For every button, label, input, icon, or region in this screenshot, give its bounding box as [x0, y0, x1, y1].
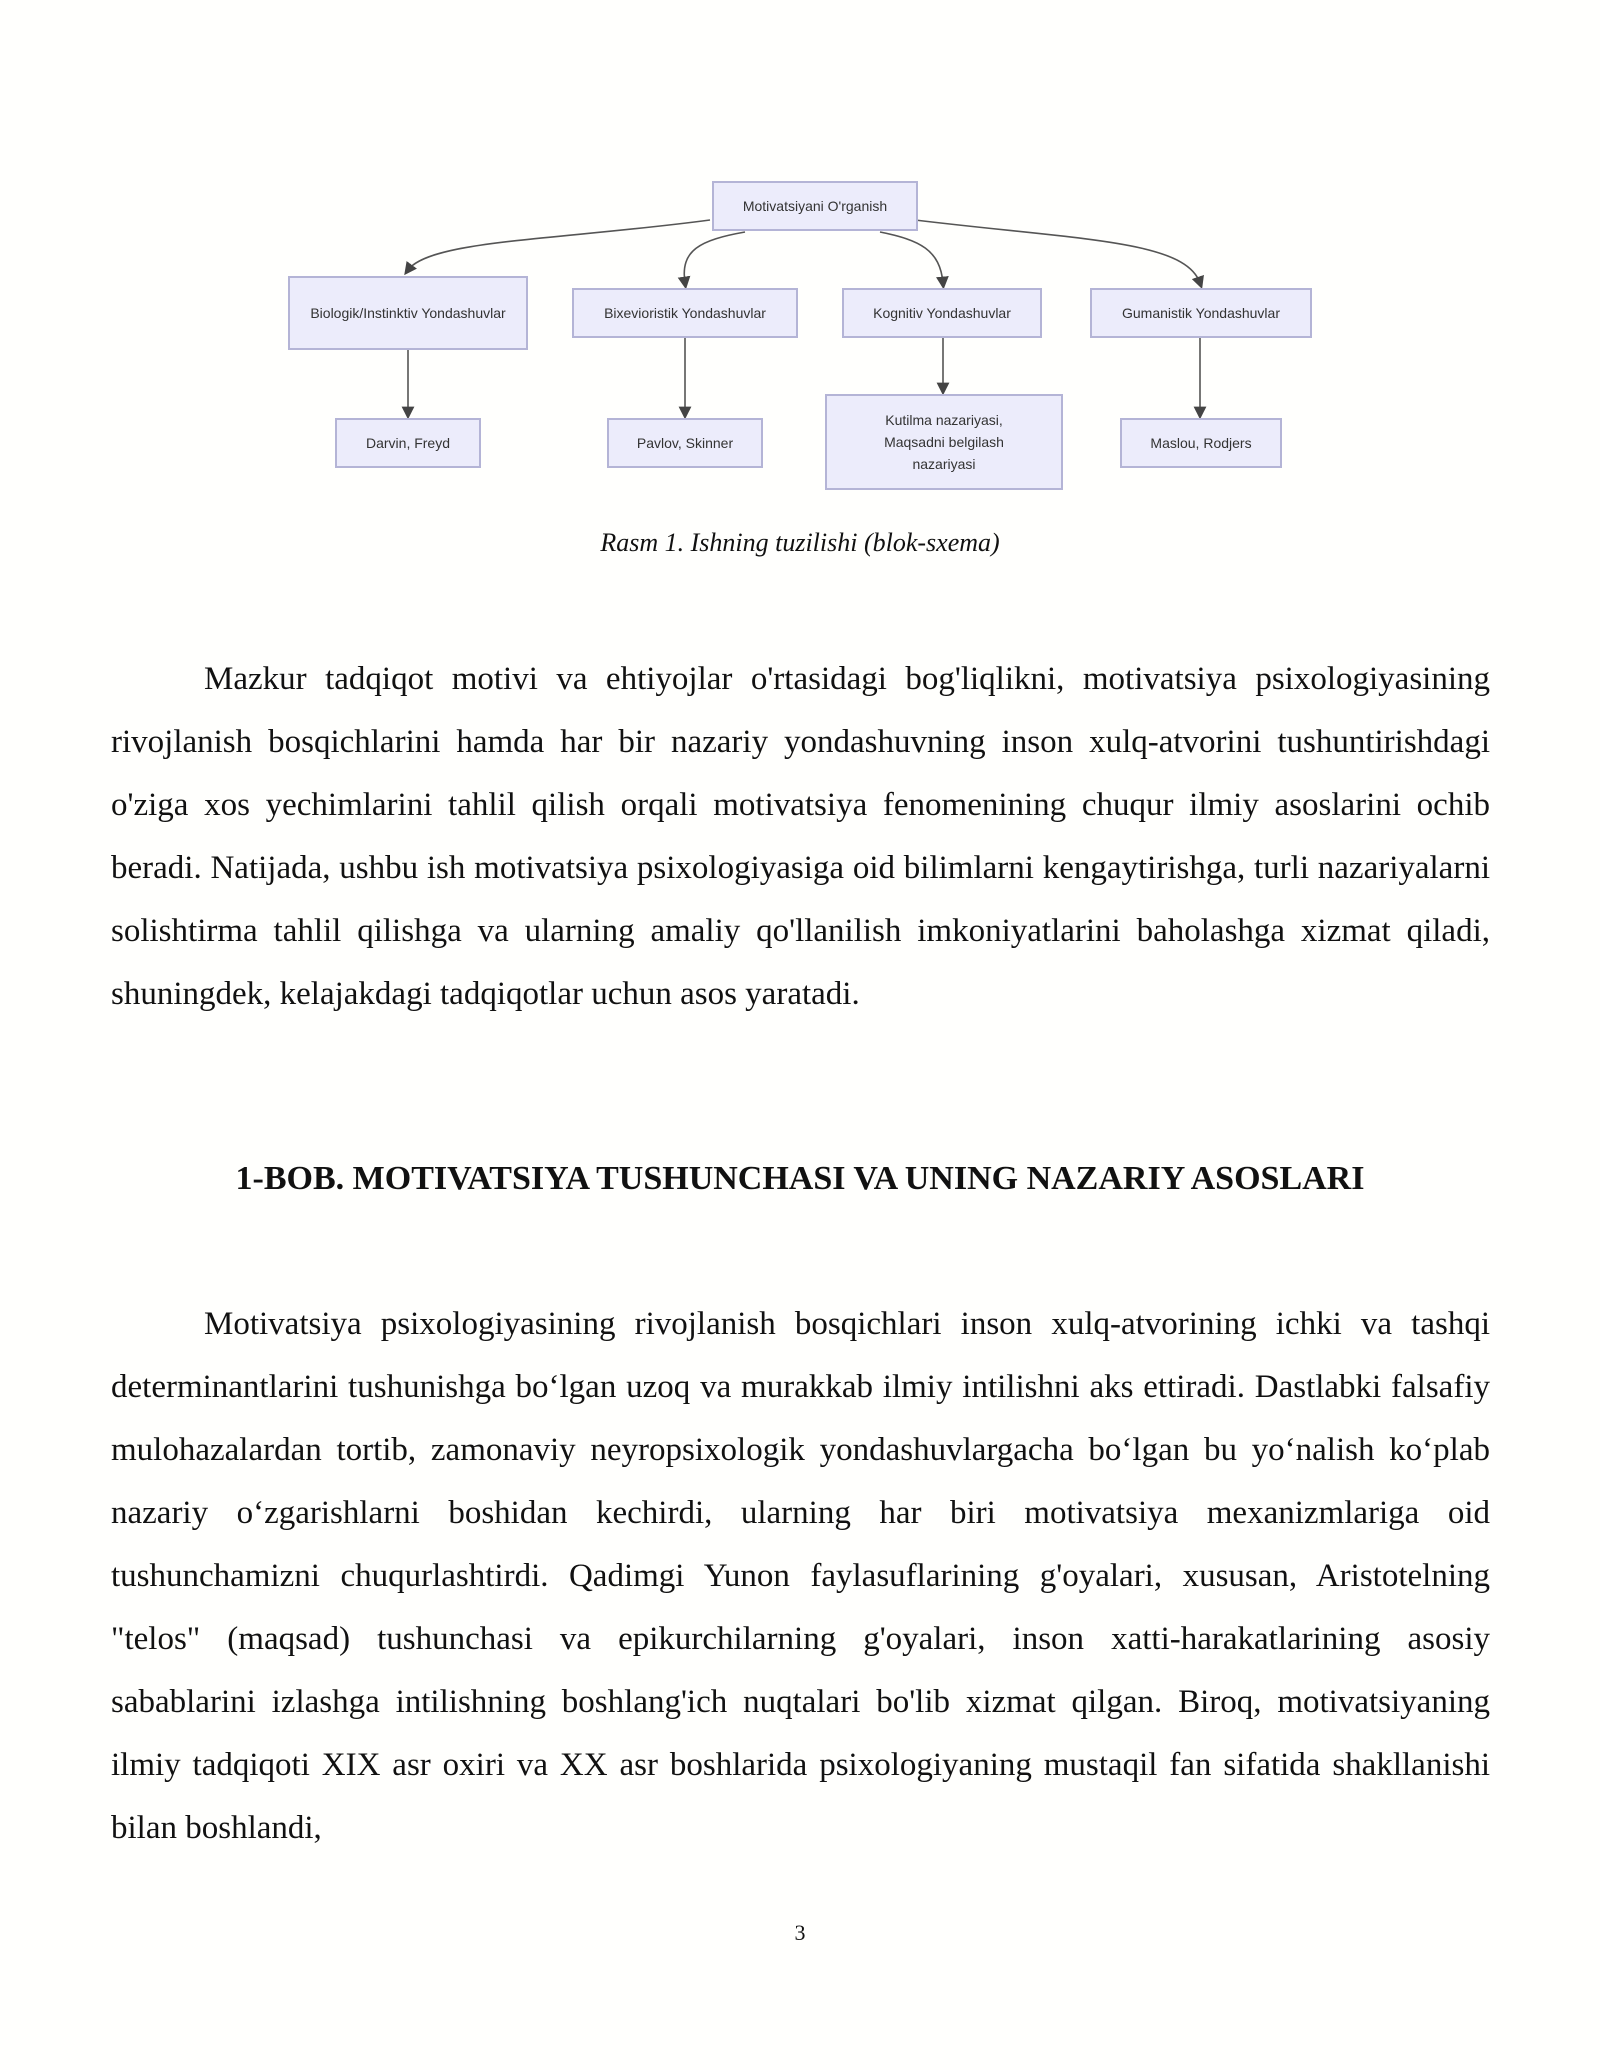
diagram-root-node: Motivatsiyani O'rganish	[712, 181, 918, 231]
edge-root-bixevioristik	[684, 232, 745, 283]
node-gumanistik: Gumanistik Yondashuvlar	[1090, 288, 1312, 338]
node-maslou-rodjers: Maslou, Rodjers	[1120, 418, 1282, 468]
node-bixevioristik: Bixevioristik Yondashuvlar	[572, 288, 798, 338]
intro-paragraph: Mazkur tadqiqot motivi va ehtiyojlar o'rtasidagi bog'liqlikni, motivatsiya psixologiyasining rivojlanish bosqichlarini hamda har bir nazariy yondashuvning inson xulq-atvorini tushuntirishdagi o'ziga xos yechimlarini tahlil qilish orqali motivatsiya fenomenining chuqur ilmiy asoslarini ochib beradi. Natijada, ushbu ish motivatsiya psixologiyasiga oid bilimlarni kengaytirishga, turli nazariyalarni solishtirma tahlil qilishga va ularning amaliy qo'llanilish imkoniyatlarini baholashga xizmat qiladi, shuningdek, kelajakdagi tadqiqotlar uchun asos yaratadi.	[111, 661, 1490, 1012]
edge-root-kognitiv	[880, 232, 943, 283]
chapter-heading: 1-BOB. MOTIVATSIYA TUSHUNCHASI VA UNING NAZARIY ASOSLARI	[235, 1160, 1365, 1197]
page-number: 3	[794, 1920, 806, 1945]
node-pavlov-skinner: Pavlov, Skinner	[607, 418, 763, 468]
edge-root-gumanistik	[915, 220, 1200, 283]
diagram-connectors	[0, 0, 1600, 500]
block-diagram	[0, 0, 1600, 500]
edge-root-biologik	[408, 220, 710, 270]
node-kognitiv: Kognitiv Yondashuvlar	[842, 288, 1042, 338]
node-kutilma: Kutilma nazariyasi, Maqsadni belgilash nazariyasi	[825, 394, 1063, 490]
body-paragraph: Motivatsiya psixologiyasining rivojlanish bosqichlari inson xulq-atvorining ichki va tashqi determinantlarini tushunishga bo‘lgan uzoq va murakkab ilmiy intilishni aks ettiradi. Dastlabki falsafiy mulohazalardan tortib, zamonaviy neyropsixologik yondashuvlargacha bo‘lgan bu yo‘nalish ko‘plab nazariy o‘zgarishlarni boshidan kechirdi, ularning har biri motivatsiya mexanizmlariga oid tushunchamizni chuqurlashtirdi. Qadimgi Yunon faylasuflarining g'oyalari, xususan, Aristotelning "telos" (maqsad) tushunchasi va epikurchilarning g'oyalari, inson xatti-harakatlarining asosiy sabablarini izlashga intilishning boshlang'ich nuqtalari bo'lib xizmat qilgan. Biroq, motivatsiyaning ilmiy tadqiqoti XIX asr oxiri va XX asr boshlarida psixologiyaning mustaqil fan sifatida shakllanishi bilan boshlandi,	[111, 1306, 1490, 1846]
figure-caption: Rasm 1. Ishning tuzilishi (blok-sxema)	[600, 528, 1000, 557]
node-darvin-freyd: Darvin, Freyd	[335, 418, 481, 468]
node-biologik: Biologik/Instinktiv Yondashuvlar	[288, 276, 528, 350]
